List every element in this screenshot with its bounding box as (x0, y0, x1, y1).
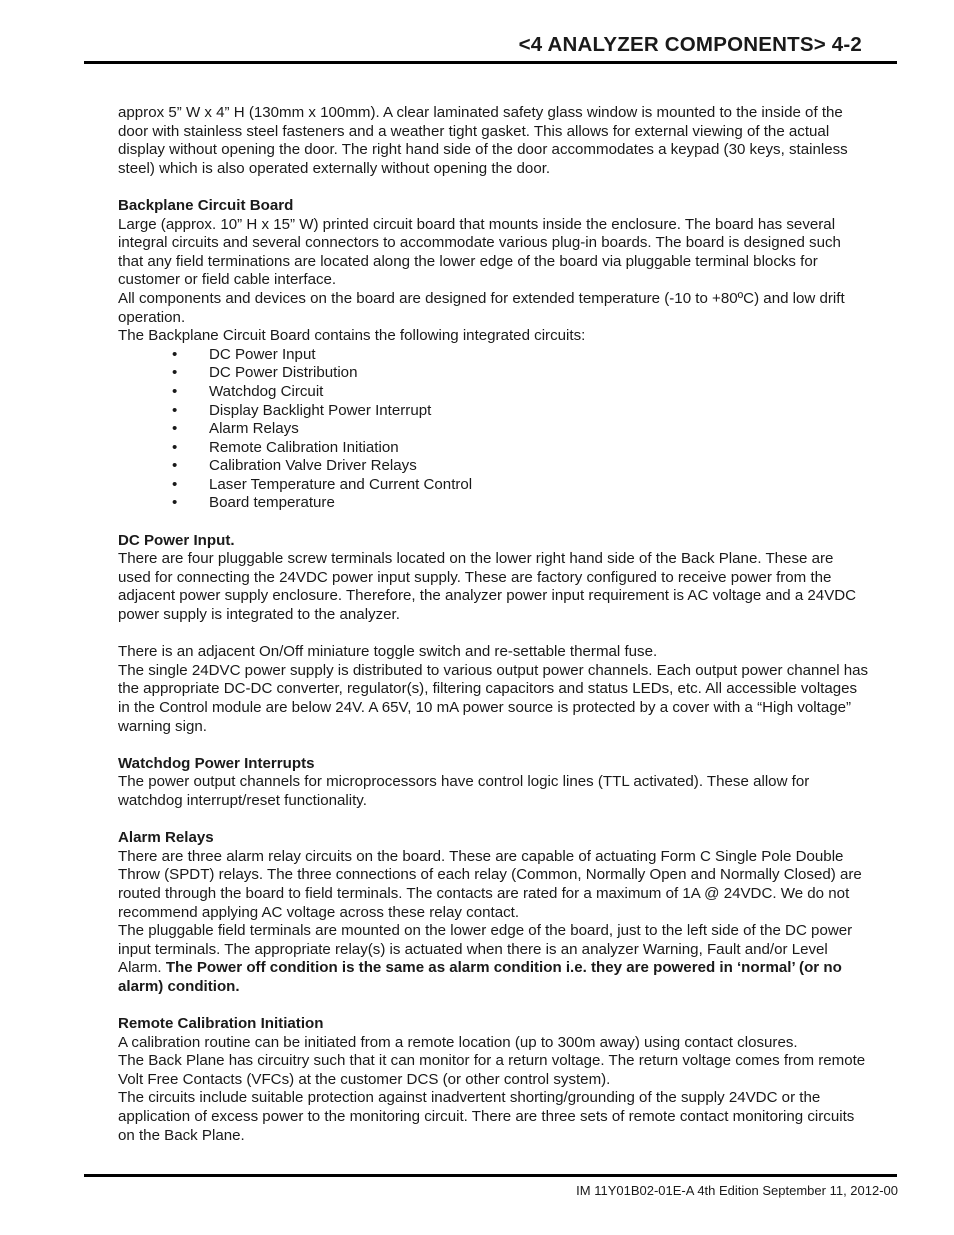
list-item-text: Watchdog Circuit (209, 382, 324, 400)
bullet-icon: • (172, 457, 178, 475)
list-item (118, 476, 870, 495)
alarm-paragraph-2 (118, 922, 870, 996)
watchdog-paragraph: The power output channels for microprocessors have control logic lines (TTL activated). These allow for watchdog interrupt/reset functionality. (118, 773, 810, 809)
circuit-list (118, 346, 870, 513)
alarm-paragraph-2-bold: The Power off condition is the same as alarm condition i.e. they are powered in ‘normal’ (or no alarm) condition. (118, 959, 842, 995)
page-content (118, 104, 870, 1145)
page-title: <4 ANALYZER COMPONENTS> 4-2 (518, 33, 862, 56)
bullet-icon: • (172, 438, 178, 456)
alarm-paragraph-2-text: The pluggable field terminals are mounted on the lower edge of the board, just to the left side of the DC power input terminals. The appropriate relay(s) is actuated when there is an analyzer Warning, Fault and/or Level Alarm. (118, 922, 853, 977)
backplane-paragraph-3: The Backplane Circuit Board contains the following integrated circuits: (118, 327, 586, 345)
list-item (118, 346, 870, 365)
list-item (118, 420, 870, 439)
alarm-heading: Alarm Relays (118, 829, 214, 847)
footer-rule (84, 1174, 897, 1177)
list-item-text: DC Power Distribution (209, 364, 358, 382)
list-item-text: Display Backlight Power Interrupt (209, 401, 432, 419)
list-item (118, 364, 870, 383)
list-item-text: Board temperature (209, 494, 335, 512)
backplane-paragraph-2: All components and devices on the board are designed for extended temperature (-10 to +80ºC) and low drift operation. (118, 289, 845, 326)
bullet-icon: • (172, 475, 178, 493)
list-item-text: DC Power Input (209, 345, 316, 363)
remote-cal-heading: Remote Calibration Initiation (118, 1015, 324, 1033)
bullet-icon: • (172, 420, 178, 438)
watchdog-heading: Watchdog Power Interrupts (118, 754, 315, 772)
list-item-text: Alarm Relays (209, 420, 299, 438)
backplane-paragraph-1: Large (approx. 10” H x 15” W) printed circuit board that mounts inside the enclosure. The board has several integral circuits and several connectors to accommodate various plug-in boards. The board is designed such that any field terminations are located along the lower edge of the board via pluggable terminal blocks for customer or field cable interface. (118, 215, 841, 289)
list-item (118, 457, 870, 476)
list-item (118, 439, 870, 458)
list-item-text: Calibration Valve Driver Relays (209, 457, 417, 475)
intro-paragraph: approx 5” W x 4” H (130mm x 100mm). A clear laminated safety glass window is mounted to the inside of the door with stainless steel fasteners and a weather tight gasket. This allows for external viewing of the actual display without opening the door. The right hand side of the door accommodates a keypad (30 keys, stainless steel) which is also operated externally without opening the door. (118, 104, 848, 177)
list-item-text: Remote Calibration Initiation (209, 438, 399, 456)
dc-power-paragraph-3: The single 24DVC power supply is distributed to various output power channels. Each output power channel has the appropriate DC-DC converter, regulator(s), filtering capacitors and status LEDs, etc. All accessible voltages in the Control module are below 24V. A 65V, 10 mA power source is protected by a cover with a “High voltage” warning sign. (118, 661, 869, 735)
dc-power-paragraph-1: There are four pluggable screw terminals located on the lower right hand side of the Back Plane. These are used for connecting the 24VDC power input supply. These are factory configured to receive power from the adjacent power supply enclosure. Therefore, the analyzer power input requirement is AC voltage and a 24VDC power supply is integrated to the analyzer. (118, 550, 857, 624)
remote-cal-paragraph-3: The circuits include suitable protection against inadvertent shorting/grounding of the supply 24VDC or the application of excess power to the monitoring circuit. There are three sets of remote contact monitoring circuits on the Back Plane. (118, 1089, 855, 1144)
header-rule (84, 61, 897, 64)
remote-cal-paragraph-2: The Back Plane has circuitry such that it can monitor for a return voltage. The return voltage comes from remote Volt Free Contacts (VFCs) at the customer DCS (or other control system). (118, 1052, 866, 1088)
footer-text: IM 11Y01B02-01E-A 4th Edition September 11, 2012-00 (576, 1183, 898, 1198)
bullet-icon: • (172, 494, 178, 512)
list-item (118, 383, 870, 402)
list-item (118, 402, 870, 421)
bullet-icon: • (172, 401, 178, 419)
list-item (118, 494, 870, 513)
bullet-icon: • (172, 382, 178, 400)
dc-power-paragraph-2: There is an adjacent On/Off miniature toggle switch and re-settable thermal fuse. (118, 643, 658, 661)
alarm-paragraph-1: There are three alarm relay circuits on the board. These are capable of actuating Form C Single Pole Double Throw (SPDT) relays. The three connections of each relay (Common, Normally Open and Normally Closed) are routed through the board to field terminals. The contacts are rated for a maximum of 1A @ 24VDC. We do not recommend applying AC voltage across these relay contact. (118, 847, 862, 921)
remote-cal-paragraph-1: A calibration routine can be initiated from a remote location (up to 300m away) using contact closures. (118, 1033, 798, 1051)
bullet-icon: • (172, 345, 178, 363)
bullet-icon: • (172, 364, 178, 382)
backplane-heading: Backplane Circuit Board (118, 196, 294, 214)
list-item-text: Laser Temperature and Current Control (209, 475, 473, 493)
dc-power-heading: DC Power Input. (118, 531, 235, 549)
